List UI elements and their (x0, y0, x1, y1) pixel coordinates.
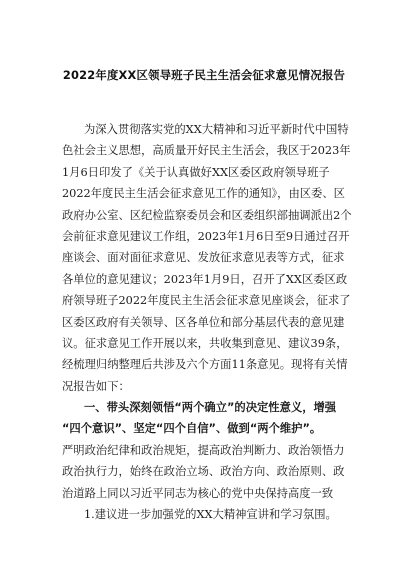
paragraph-line: 经梳理归纳整理后共涉及六个方面11条意见。现将有关情 (62, 358, 348, 372)
section-body-line: 严明政治纪律和政治规矩，提高政治判断力、政治领悟力 (62, 443, 345, 457)
paragraph-line: 府领导班子2022年度民主生活会征求意见座谈会，征求了 (62, 294, 351, 308)
section-body-line: 治道路上同以习近平同志为核心的党中央保持高度一致 (62, 486, 334, 500)
paragraph-line: 座谈会、面对面征求意见、发放征求意见表等方式，征求 (62, 251, 345, 265)
document-body (62, 119, 362, 525)
document-title: 2022年度XX区领导班子民主生活会征求意见情况报告 (62, 68, 346, 82)
paragraph-line: 政府办公室、区纪检监察委员会和区委组织部抽调派出2个 (62, 208, 352, 222)
list-item: 1.建议进一步加强党的XX大精神宣讲和学习氛围。 (84, 508, 337, 522)
paragraph-line: 为深入贯彻落实党的XX大精神和习近平新时代中国特 (84, 123, 349, 136)
paragraph-line: 1月6日印发了《关于认真做好XX区委区政府领导班子 (62, 165, 330, 179)
paragraph-line: 议。征求意见工作开展以来，共收集到意见、建议39条， (62, 336, 348, 350)
section-heading-line: “四个意识”、坚定“四个自信”、做到“两个维护”。 (62, 422, 322, 436)
paragraph-line: 各单位的意见建议；2023年1月9日，召开了XX区委区政 (62, 272, 348, 286)
paragraph-line: 会前征求意见建议工作组，2023年1月6日至9日通过召开 (62, 229, 350, 243)
section-heading-line: 一、带头深刻领悟“两个确立”的决定性意义，增强 (84, 401, 337, 415)
paragraph-line: 区委区政府有关领导、区各单位和部分基层代表的意见建 (62, 315, 345, 329)
paragraph-line: 况报告如下： (62, 379, 130, 393)
section-body-line: 政治执行力，始终在政治立场、政治方向、政治原则、政 (62, 465, 345, 479)
paragraph-line: 2022年度民主生活会征求意见工作的通知》，由区委、区 (62, 187, 345, 201)
paragraph-line: 色社会主义思想，高质量开好民主生活会，我区于2023年 (62, 144, 351, 158)
